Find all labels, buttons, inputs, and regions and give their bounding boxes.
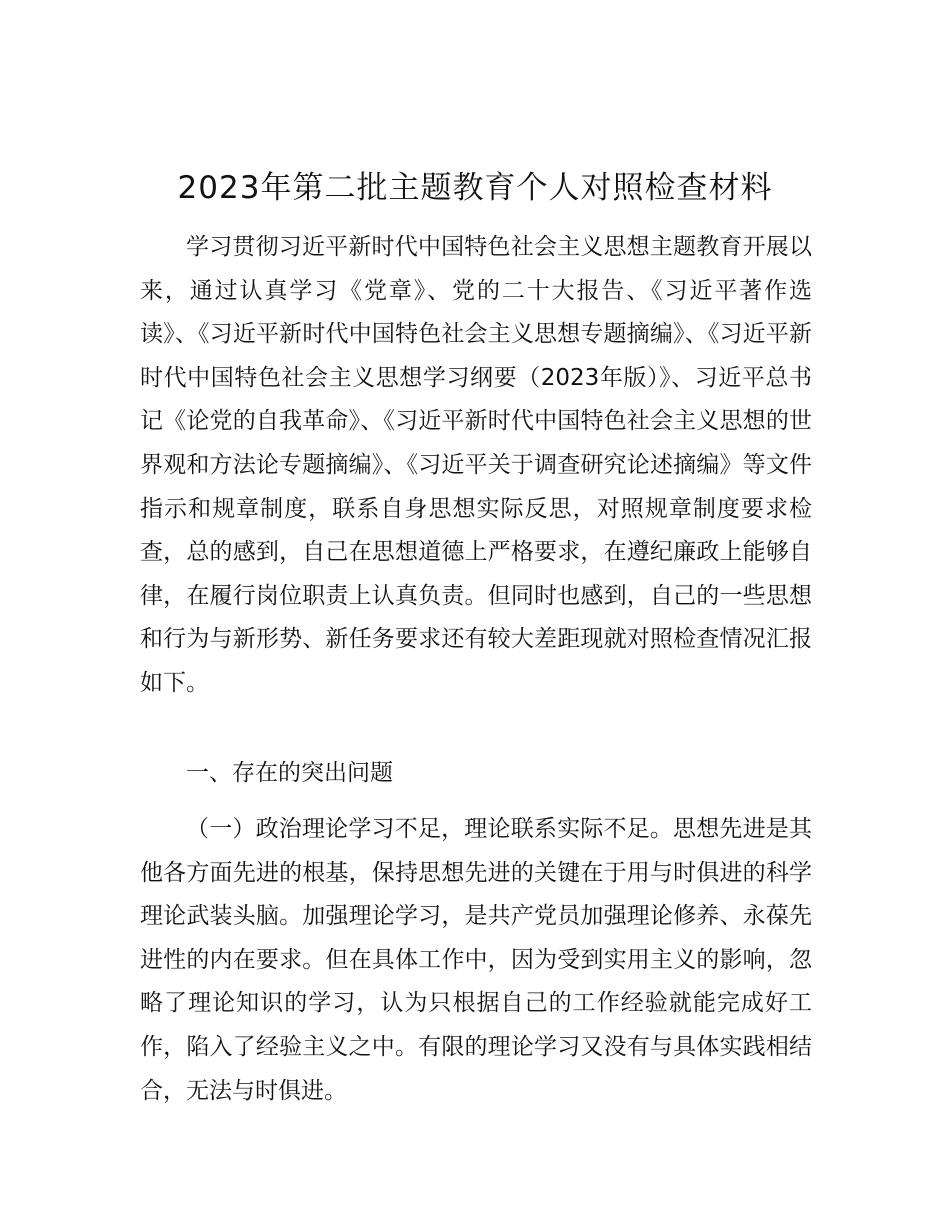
document-title: 2023年第二批主题教育个人对照检查材料 bbox=[177, 170, 773, 206]
problem-paragraph: （一）政治理论学习不足，理论联系实际不足。思想先进是其他各方面先进的根基，保持思想先进的关键在于用与时俱进的科学理论武装头脑。加强理论学习，是共产党员加强理论修养、永葆先进性的内在要求。但在具体工作中，因为受到实用主义的影响，忽略了理论知识的学习，认为只根据自己的工作经验就能完成好工作，陷入了经验主义之中。有限的理论学习又没有与具体实践相结合，无法与时俱进。 bbox=[140, 816, 812, 1104]
intro-paragraph: 学习贯彻习近平新时代中国特色社会主义思想主题教育开展以来，通过认真学习《党章》、党的二十大报告、《习近平著作选读》、《习近平新时代中国特色社会主义思想专题摘编》、《习近平新时代中国特色社会主义思想学习纲要（2023年版）》、习近平总书记《论党的自我革命》、《习近平新时代中国特色社会主义思想的世界观和方法论专题摘编》、《习近平关于调查研究论述摘编》等文件指示和规章制度，联系自身思想实际反思，对照规章制度要求检查，总的感到，自己在思想道德上严格要求，在遵纪廉政上能够自律，在履行岗位职责上认真负责。但同时也感到，自己的一些思想和行为与新形势、新任务要求还有较大差距现就对照检查情况汇报如下。 bbox=[140, 234, 812, 696]
section-heading: 一、存在的突出问题 bbox=[186, 760, 393, 786]
